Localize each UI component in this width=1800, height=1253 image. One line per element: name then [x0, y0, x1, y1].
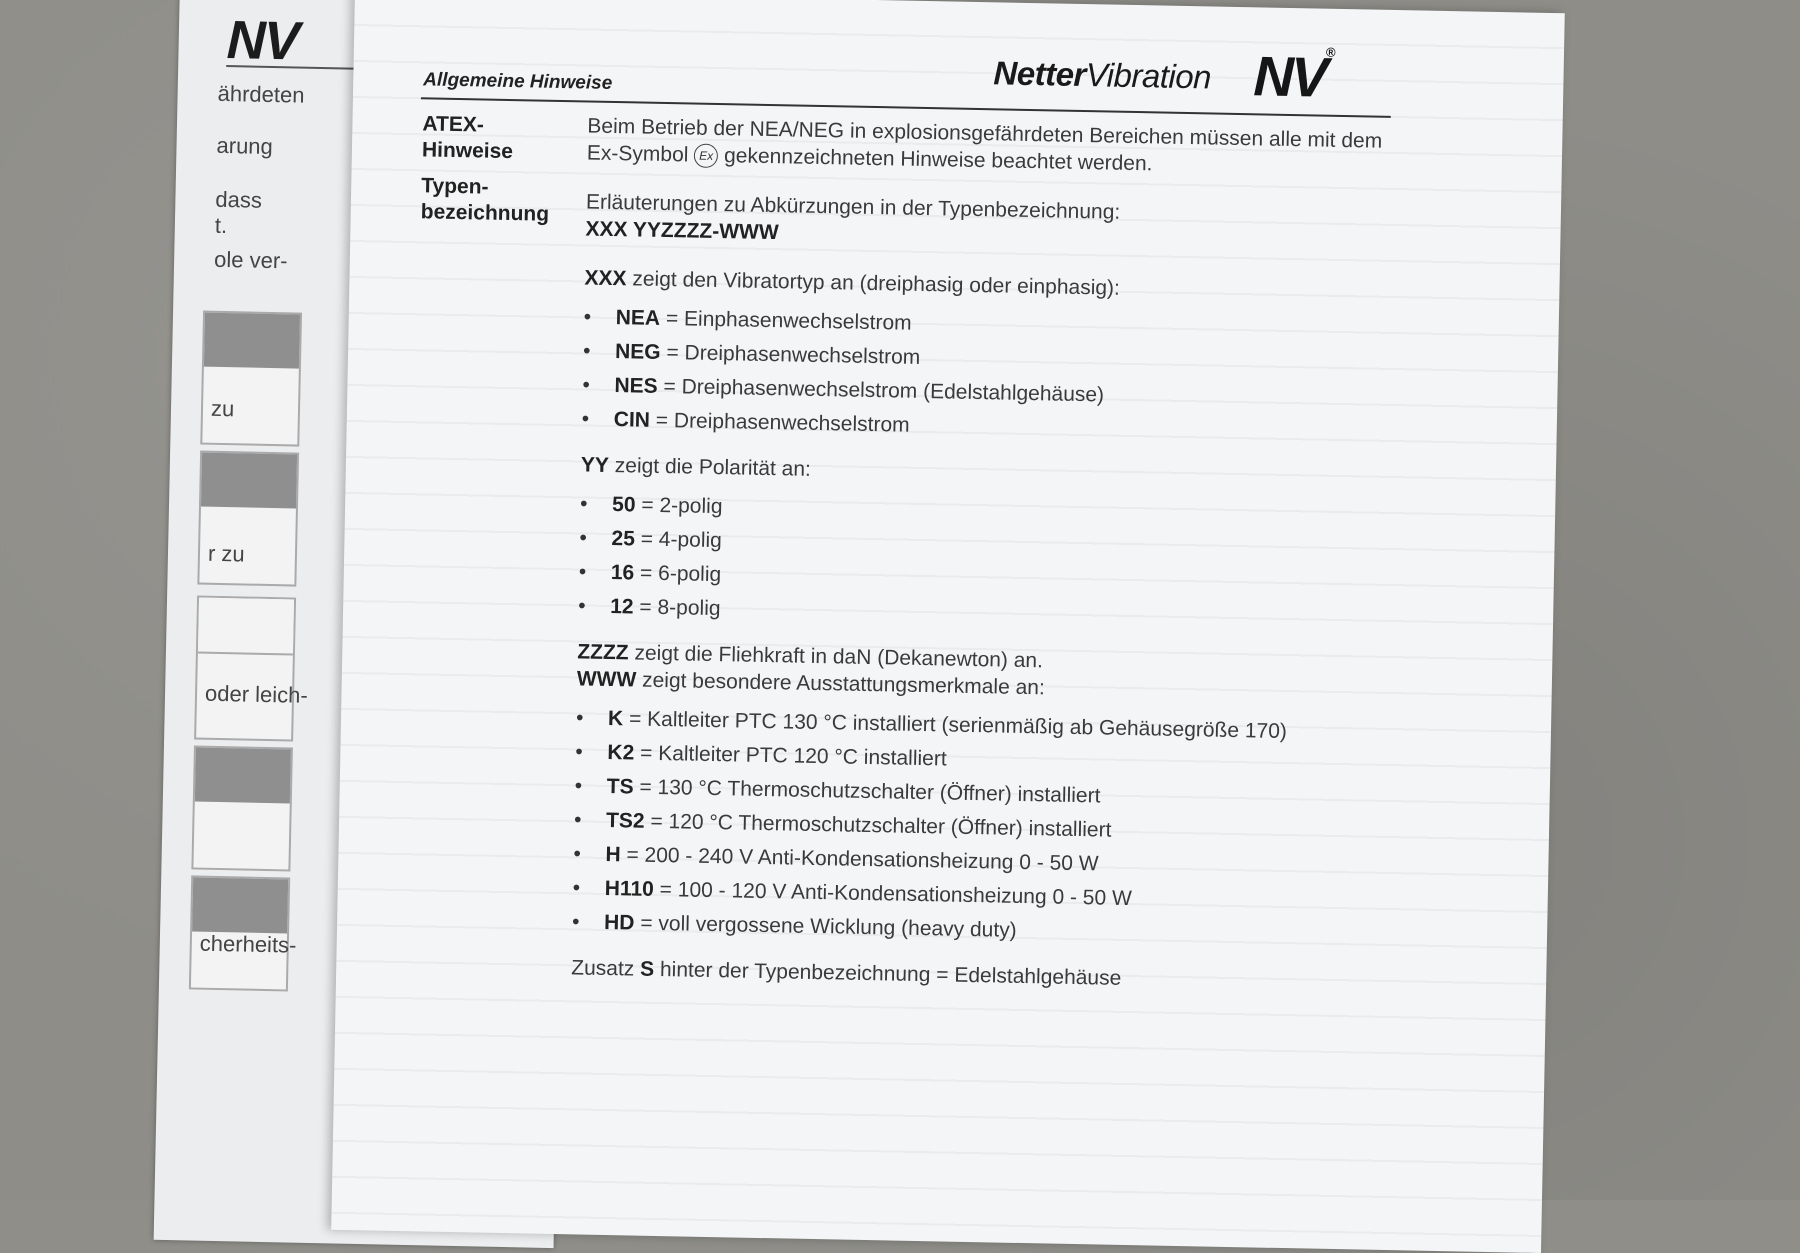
list-item: • H = 200 - 240 V Anti-Kondensationsheizung 0 - 50 W — [573, 840, 1373, 882]
list-item: • HD = voll vergossene Wicklung (heavy duty) — [572, 908, 1372, 950]
list-item: • NEA = Einphasenwechselstrom — [584, 303, 1384, 345]
list-item: • 25 = 4-polig — [579, 524, 1379, 566]
atex-paragraph: Beim Betrieb der NEA/NEG in explosionsgefährdeten Bereichen müssen alle mit dem Ex-Symbol Ex gekennzeichneten Hinweise beachtet werden. — [586, 114, 1383, 176]
yy-description: YY zeigt die Polarität an: — [580, 453, 812, 481]
fragment-text: oder leich- — [204, 680, 309, 708]
typen-label: Typen- bezeichnung — [420, 174, 550, 226]
fragment-text: zu — [210, 395, 235, 422]
list-item: • K = Kaltleiter PTC 130 °C installiert (serienmäßig ab Gehäusegröße 170) — [576, 704, 1376, 746]
list-item: • TS2 = 120 °C Thermoschutzschalter (Öffner) installiert — [574, 806, 1374, 848]
warning-box — [200, 311, 302, 447]
warning-box — [191, 745, 293, 871]
fragment-text: cherheits- — [199, 930, 297, 958]
zusatz-note: Zusatz S hinter der Typenbezeichnung = Edelstahlgehäuse — [571, 956, 1122, 990]
fragment-text: arung — [216, 132, 274, 159]
list-item: • H110 = 100 - 120 V Anti-Kondensationsheizung 0 - 50 W — [573, 874, 1373, 916]
nv-logo: NV® — [1252, 44, 1336, 109]
atex-label: ATEX- Hinweise — [421, 112, 514, 164]
typen-intro: Erläuterungen zu Abkürzungen in der Typenbezeichnung: — [585, 190, 1121, 224]
list-item: • NEG = Dreiphasenwechselstrom — [583, 337, 1383, 379]
list-item: • TS = 130 °C Thermoschutzschalter (Öffner) installiert — [575, 772, 1375, 814]
xxx-list — [582, 303, 1384, 447]
xxx-description: XXX zeigt den Vibratortyp an (dreiphasig oder einphasig): — [584, 266, 1121, 300]
fragment-text: r zu — [207, 540, 245, 567]
list-item: • 50 = 2-polig — [580, 490, 1380, 532]
zzzz-description: ZZZZ zeigt die Fliehkraft in daN (Dekanewton) an. — [577, 640, 1044, 673]
fragment-text: dass — [215, 186, 263, 213]
ex-symbol-icon: Ex — [694, 144, 718, 168]
section-title: Allgemeine Hinweise — [423, 69, 613, 94]
fragment-text: t. — [214, 212, 228, 239]
list-item: • K2 = Kaltleiter PTC 120 °C installiert — [575, 738, 1375, 780]
underlying-logo: NV — [226, 9, 299, 72]
list-item: • NES = Dreiphasenwechselstrom (Edelstahlgehäuse) — [582, 371, 1382, 413]
main-content — [571, 112, 1388, 996]
list-item: • 16 = 6-polig — [579, 558, 1379, 600]
typen-code: XXX YYZZZZ-WWW — [585, 217, 779, 245]
fragment-text: ole ver- — [213, 246, 288, 274]
www-list — [572, 704, 1376, 950]
manual-page — [331, 0, 1565, 1253]
fragment-text: ährdeten — [217, 80, 305, 108]
header-rule — [421, 97, 1391, 118]
list-item: • 12 = 8-polig — [578, 592, 1378, 634]
www-description: WWW zeigt besondere Ausstattungsmerkmale an: — [576, 667, 1045, 700]
list-item: • CIN = Dreiphasenwechselstrom — [582, 405, 1382, 447]
brand-name: NetterVibration — [993, 54, 1212, 96]
yy-list — [578, 490, 1380, 634]
warning-box — [194, 595, 296, 741]
